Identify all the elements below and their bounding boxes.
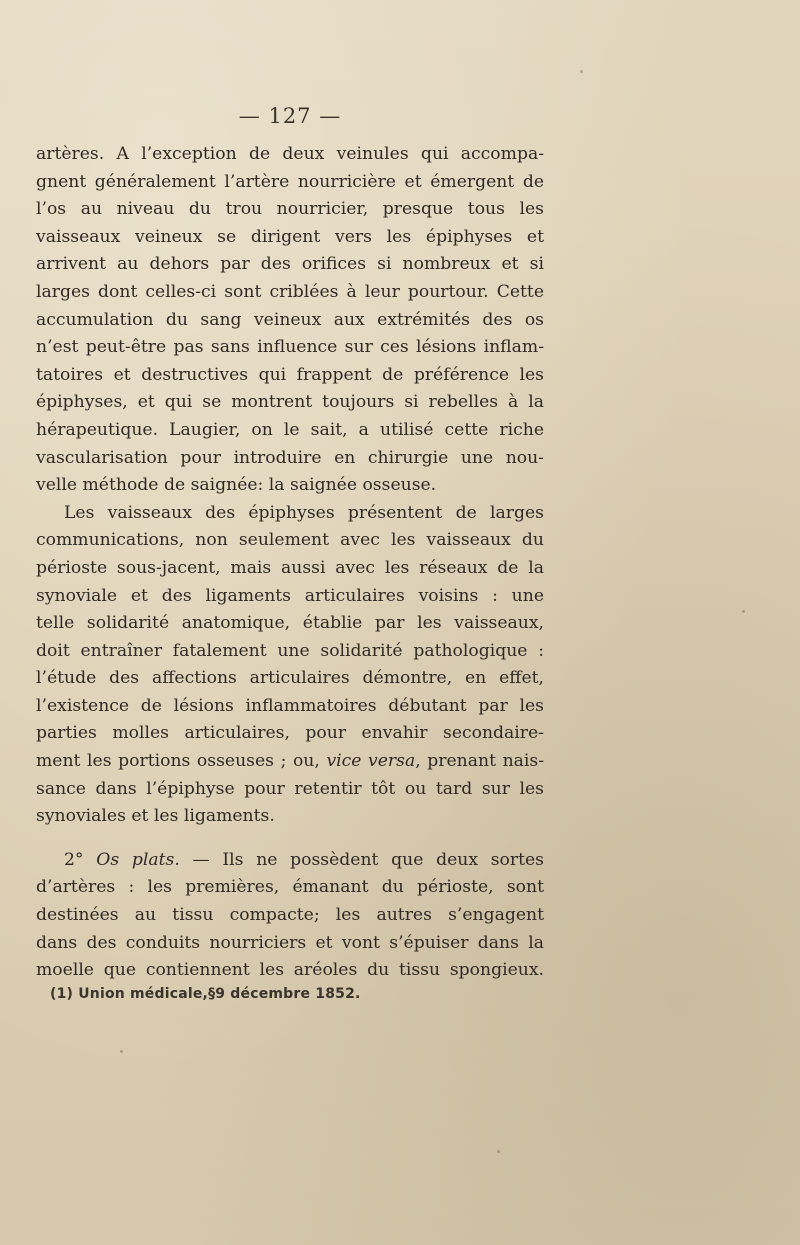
text-line: hérapeutique. Laugier, on le sait, a utilisé cette riche: [36, 419, 544, 440]
paragraph-flat-bones: [36, 847, 544, 985]
text-line: telle solidarité anatomique, établie par les vaisseaux,: [36, 613, 544, 634]
text-line: vaisseaux veineux se dirigent vers les épiphyses et: [36, 226, 544, 247]
text-line: gnent généralement l’artère nourricière et émergent de: [36, 171, 544, 192]
text-line: l’étude des affections articulaires démontre, en effet,: [36, 668, 544, 689]
text-line: tatoires et destructives qui frappent de préférence les: [36, 364, 544, 385]
text-line: doit entraîner fatalement une solidarité pathologique :: [36, 640, 544, 661]
section-number: 2°: [64, 849, 84, 870]
text-segment: , prenant nais-: [415, 751, 545, 772]
text-line: arrivent au dehors par des orifices si nombreux et si: [36, 254, 544, 275]
italic-phrase: vice versa: [326, 751, 416, 772]
text-line: artères. A l’exception de deux veinules qui accompa-: [36, 144, 544, 164]
text-line: l’existence de lésions inflammatoires débutant par les: [36, 695, 544, 716]
paper-speck: [742, 610, 745, 613]
text-line: accumulation du sang veineux aux extrémités des os: [36, 309, 544, 330]
text-line-with-italic: [36, 748, 544, 776]
paper-speck: [580, 70, 583, 73]
text-line: dans des conduits nourriciers et vont s’épuiser dans la: [36, 932, 544, 953]
section-heading: Os plats.: [96, 849, 180, 870]
text-line: périoste sous-jacent, mais aussi avec les réseaux de la: [36, 557, 544, 578]
section-heading-line: [36, 847, 544, 875]
paper-speck: [120, 1050, 123, 1053]
text-line: l’os au niveau du trou nourricier, presque tous les: [36, 199, 544, 220]
text-line: d’artères : les premières, émanant du périoste, sont: [36, 877, 544, 898]
paragraph-communications: [36, 500, 544, 831]
text-line: Les vaisseaux des épiphyses présentent de larges: [64, 502, 544, 523]
text-line: vascularisation pour introduire en chirurgie une nou-: [36, 447, 544, 468]
paragraph-epiphyses-veins: [36, 141, 544, 500]
text-line: synoviales et les ligaments.: [36, 806, 275, 827]
paper-speck: [497, 1150, 500, 1153]
text-segment: ment les portions osseuses ; ou,: [36, 751, 327, 772]
text-line: communications, non seulement avec les vaisseaux du: [36, 530, 544, 551]
text-line: velle méthode de saignée: la saignée osseuse.: [36, 475, 437, 496]
text-line: synoviale et des ligaments articulaires voisins : une: [36, 585, 544, 606]
body-text: [36, 141, 544, 985]
text-line: épiphyses, et qui se montrent toujours si rebelles à la: [36, 392, 544, 413]
text-line: sance dans l’épiphyse pour retentir tôt ou tard sur les: [36, 778, 544, 799]
footnote: (1) Union médicale,§9 décembre 1852.: [50, 986, 361, 1002]
text-segment: — Ils ne possèdent que deux sortes: [179, 849, 545, 870]
page-number: — 127 —: [238, 104, 342, 128]
text-line: parties molles articulaires, pour envahir secondaire-: [36, 723, 544, 744]
paragraph-gap: [36, 831, 544, 847]
text-line: larges dont celles-ci sont criblées à leur pourtour. Cette: [36, 281, 544, 302]
text-line: moelle que contiennent les aréoles du tissu spongieux.: [36, 960, 544, 981]
text-line: n’est peut-être pas sans influence sur ces lésions inflam-: [36, 337, 544, 358]
text-line: destinées au tissu compacte; les autres s’engagent: [36, 905, 544, 926]
